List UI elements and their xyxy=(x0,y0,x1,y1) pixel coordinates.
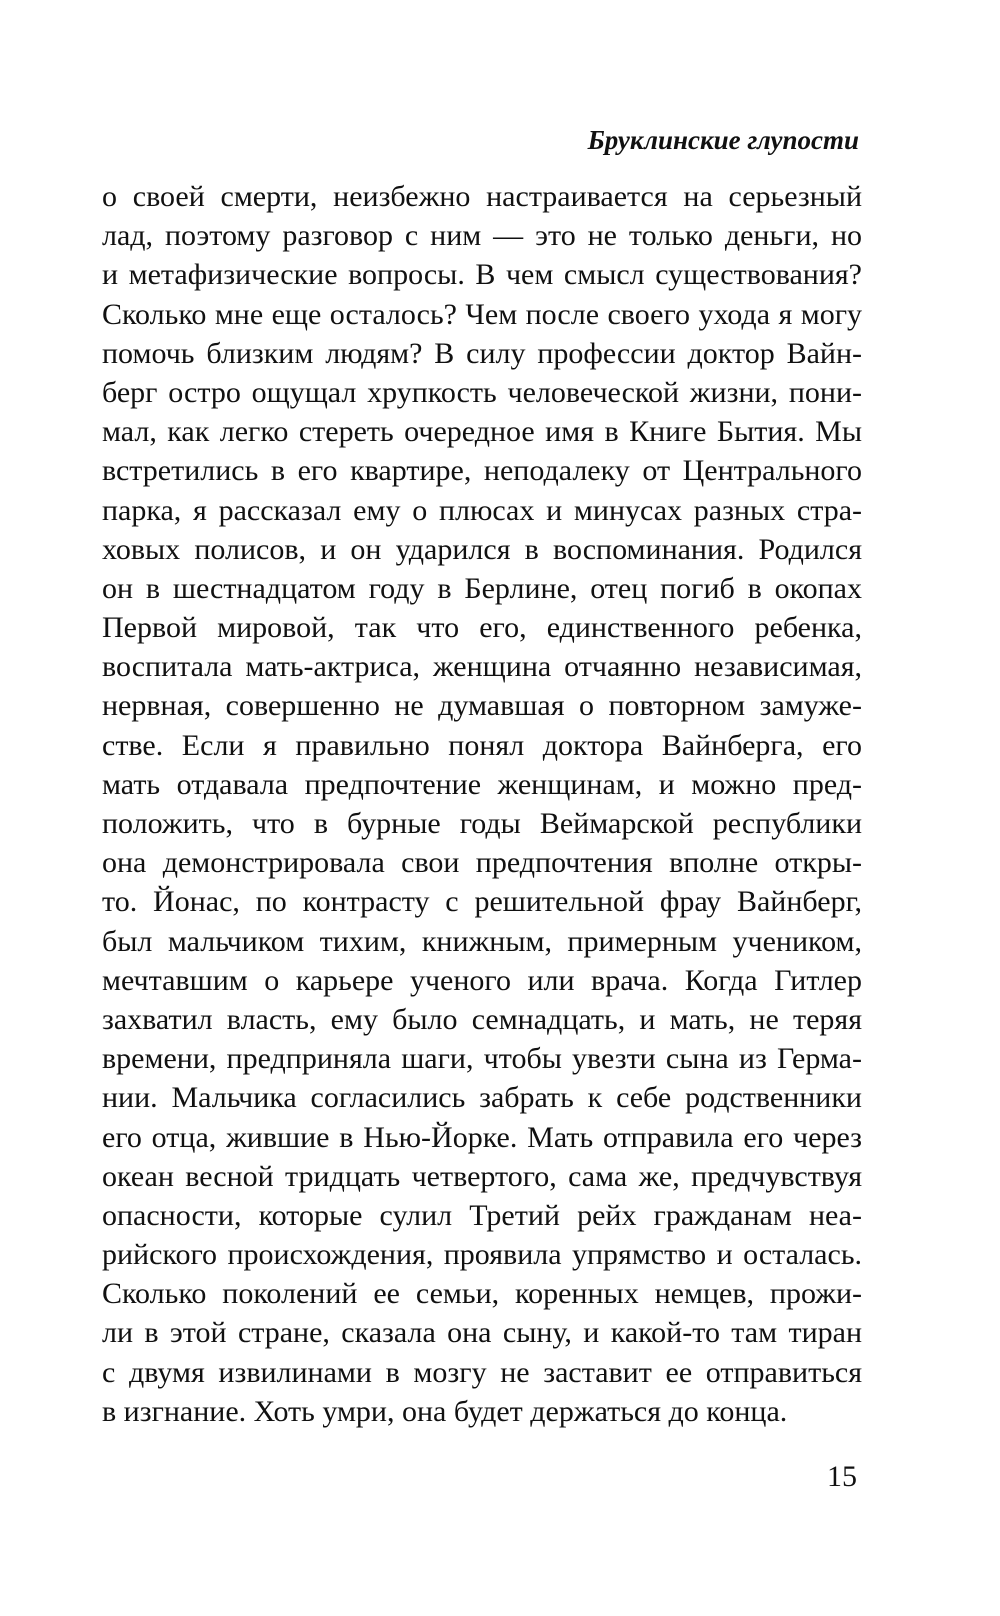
page-number: 15 xyxy=(827,1460,857,1493)
text-line: он в шестнадцатом году в Берлине, отец погиб в окопах xyxy=(102,571,862,605)
text-line: ховых полисов, и он ударился в воспоминания. Родился xyxy=(102,532,862,566)
text-line: мечтавшим о карьере ученого или врача. Когда Гитлер xyxy=(102,963,862,997)
text-line: Сколько мне еще осталось? Чем после своего ухода я могу xyxy=(102,297,862,331)
text-line: его отца, жившие в Нью-Йорке. Мать отправила его через xyxy=(102,1120,862,1154)
text-line: парка, я рассказал ему о плюсах и минусах разных стра- xyxy=(102,493,862,527)
text-line: нии. Мальчика согласились забрать к себе родственники xyxy=(102,1081,862,1115)
text-line: берг остро ощущал хрупкость человеческой жизни, пони- xyxy=(102,375,862,409)
text-line: о своей смерти, неизбежно настраивается на серьезный xyxy=(102,180,862,213)
text-line: мать отдавала предпочтение женщинам, и можно пред- xyxy=(102,767,862,801)
text-line: лад, поэтому разговор с ним — это не только деньги, но xyxy=(102,219,862,253)
body-text xyxy=(102,177,862,1431)
running-head: Бруклинские глупости xyxy=(587,125,859,155)
text-line: мал, как легко стереть очередное имя в Книге Бытия. Мы xyxy=(102,415,862,449)
text-line: встретились в его квартире, неподалеку от Центрального xyxy=(102,454,862,488)
text-line: Сколько поколений ее семьи, коренных немцев, прожи- xyxy=(102,1277,862,1311)
text-line-last: в изгнание. Хоть умри, она будет держаться до конца. xyxy=(102,1394,788,1428)
text-line: помочь близким людям? В силу профессии доктор Вайн- xyxy=(102,336,862,370)
text-line: рийского происхождения, проявила упрямство и осталась. xyxy=(102,1238,862,1272)
text-line: положить, что в бурные годы Веймарской республики xyxy=(102,807,862,840)
text-line: океан весной тридцать четвертого, сама же, предчувствуя xyxy=(102,1159,862,1193)
text-line: захватил власть, ему было семнадцать, и мать, не теряя xyxy=(102,1002,862,1036)
text-line: Первой мировой, так что его, единственного ребенка, xyxy=(102,611,862,645)
text-line: она демонстрировала свои предпочтения вполне откры- xyxy=(102,846,862,880)
text-line: нервная, совершенно не думавшая о повторном замуже- xyxy=(102,689,862,723)
text-line: то. Йонас, по контрасту с решительной фрау Вайнберг, xyxy=(102,885,862,919)
text-line: и метафизические вопросы. В чем смысл существования? xyxy=(102,258,862,292)
text-line: с двумя извилинами в мозгу не заставит ее отправиться xyxy=(102,1355,862,1389)
text-line: стве. Если я правильно понял доктора Вайнберга, его xyxy=(102,728,862,762)
text-line: ли в этой стране, сказала она сыну, и какой-то там тиран xyxy=(102,1316,862,1350)
text-line: времени, предприняла шаги, чтобы увезти сына из Герма- xyxy=(102,1042,862,1076)
text-line: опасности, которые сулил Третий рейх гражданам неа- xyxy=(102,1198,862,1232)
text-line: был мальчиком тихим, книжным, примерным учеником, xyxy=(102,924,862,958)
text-line: воспитала мать-актриса, женщина отчаянно независимая, xyxy=(102,650,862,684)
